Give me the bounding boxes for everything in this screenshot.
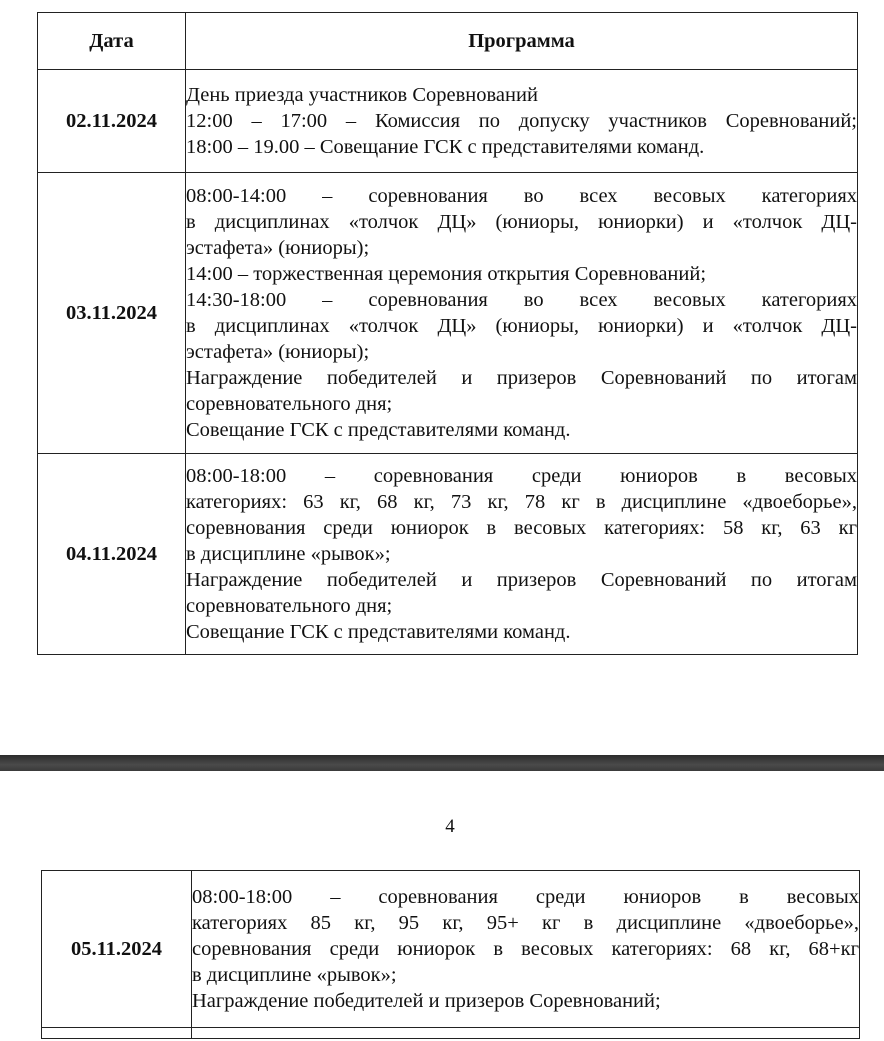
- row-date: [42, 1028, 192, 1039]
- program-line: Совещание ГСК с представителями команд.: [186, 621, 571, 643]
- schedule-table-continued: [41, 870, 860, 1039]
- row-program: [192, 871, 860, 1028]
- table-row: [38, 70, 858, 173]
- program-header: Программа: [186, 13, 858, 70]
- row-date: 02.11.2024: [38, 70, 186, 173]
- program-line: соревнования среди юниорок в весовых категориях: 58 кг, 63 кг: [186, 517, 857, 539]
- row-program: [186, 70, 858, 173]
- program-line: в дисциплине «рывок»;: [186, 543, 391, 565]
- program-line: в дисциплинах «толчок ДЦ» (юниоры, юниорки) и «толчок ДЦ-: [186, 315, 857, 337]
- row-date: 04.11.2024: [38, 454, 186, 655]
- program-line: 14:30-18:00 – соревнования во всех весовых категориях: [186, 289, 857, 311]
- row-program: [186, 454, 858, 655]
- table-row: [42, 1028, 860, 1039]
- program-line: Совещание ГСК с представителями команд.: [186, 419, 571, 441]
- program-line: 08:00-14:00 – соревнования во всех весовых категориях: [186, 185, 857, 207]
- program-line: 08:00-18:00 – соревнования среди юниоров в весовых: [192, 886, 859, 908]
- program-line: 12:00 – 17:00 – Комиссия по допуску участников Соревнований;: [186, 110, 857, 132]
- program-line: 18:00 – 19.00 – Совещание ГСК с представителями команд.: [186, 136, 705, 158]
- table-row: [38, 173, 858, 454]
- program-line: Награждение победителей и призеров Соревнований по итогам: [186, 569, 857, 591]
- program-line: 08:00-18:00 – соревнования среди юниоров в весовых: [186, 465, 857, 487]
- row-program: [192, 1028, 860, 1039]
- table-row: [42, 871, 860, 1028]
- program-line: соревнования среди юниорок в весовых категориях: 68 кг, 68+кг: [192, 938, 859, 960]
- header-row: [38, 13, 858, 70]
- page-break: [0, 755, 884, 771]
- program-line: День приезда участников Соревнований: [186, 84, 538, 106]
- program-line: категориях: 63 кг, 68 кг, 73 кг, 78 кг в дисциплине «двоеборье»,: [186, 491, 857, 513]
- program-line: эстафета» (юниоры);: [186, 341, 370, 363]
- page-number: 4: [445, 816, 455, 837]
- program-line: в дисциплине «рывок»;: [192, 964, 397, 986]
- row-program: [186, 173, 858, 454]
- row-date: 03.11.2024: [38, 173, 186, 454]
- program-line: 14:00 – торжественная церемония открытия Соревнований;: [186, 263, 707, 285]
- program-line: категориях 85 кг, 95 кг, 95+ кг в дисциплине «двоеборье»,: [192, 912, 859, 934]
- program-line: Награждение победителей и призеров Соревнований;: [192, 990, 661, 1012]
- schedule-table: [37, 12, 858, 655]
- program-line: в дисциплинах «толчок ДЦ» (юниоры, юниорки) и «толчок ДЦ-: [186, 211, 857, 233]
- program-line: эстафета» (юниоры);: [186, 237, 370, 259]
- program-line: соревновательного дня;: [186, 595, 393, 617]
- program-line: Награждение победителей и призеров Соревнований по итогам: [186, 367, 857, 389]
- date-header: Дата: [38, 13, 186, 70]
- table-row: [38, 454, 858, 655]
- program-line: соревновательного дня;: [186, 393, 393, 415]
- row-date: 05.11.2024: [42, 871, 192, 1028]
